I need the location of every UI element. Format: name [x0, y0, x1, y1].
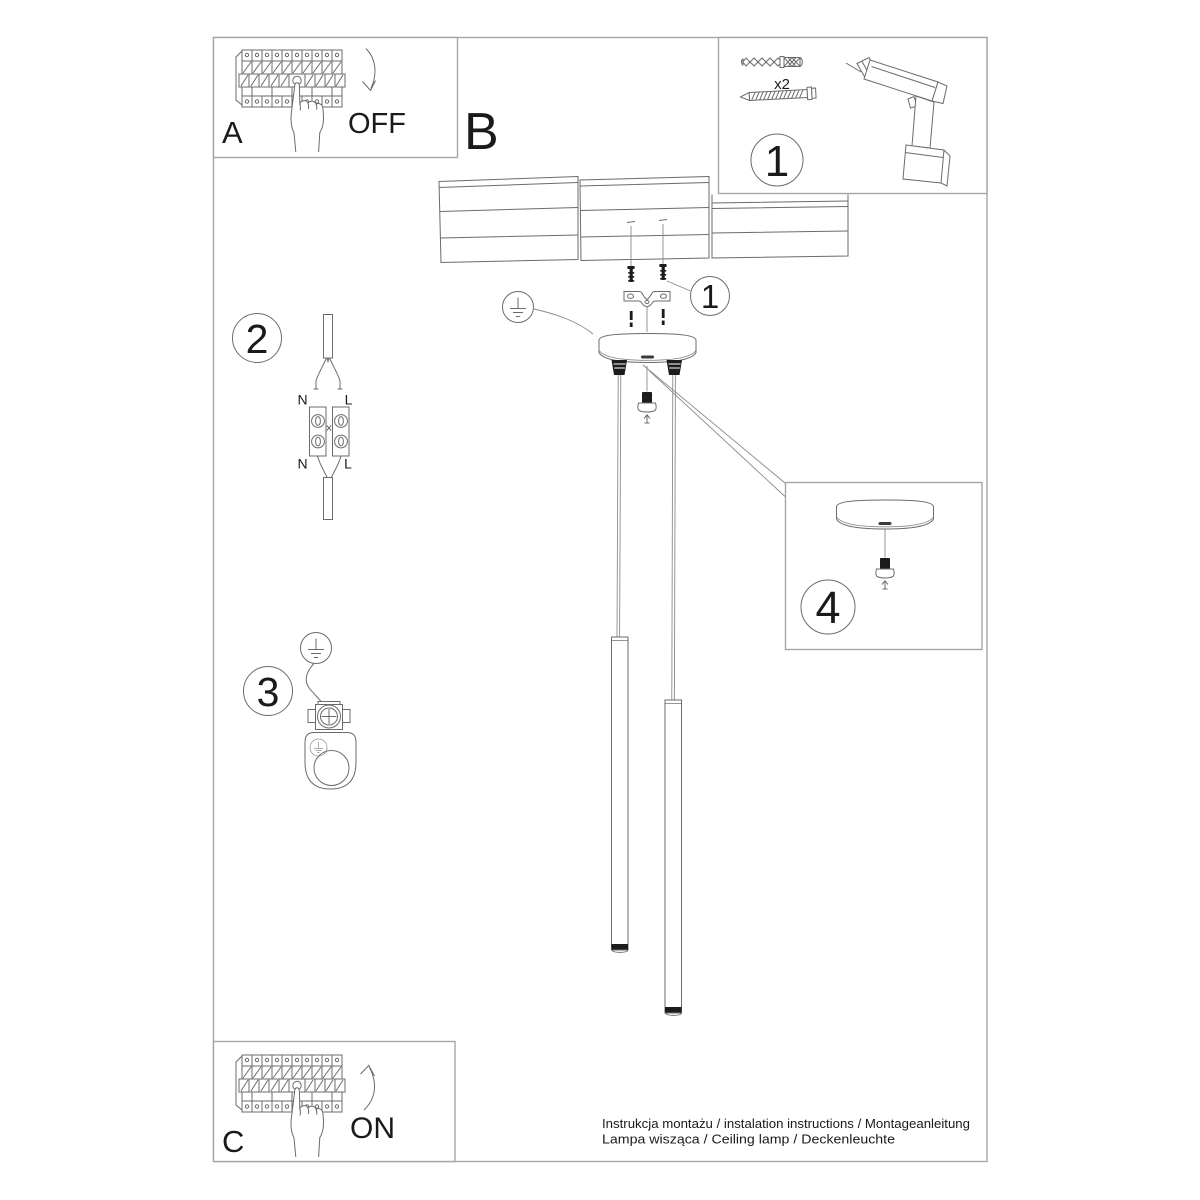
callout-1-number: 1 — [700, 278, 720, 315]
wire-label-n-top: N — [297, 391, 308, 408]
footer-line-1: Instrukcja montażu / instalation instructions / Montageanleitung — [602, 1116, 970, 1131]
step-4-number: 4 — [815, 582, 841, 633]
power-cable-top — [324, 315, 333, 359]
wire-label-l-bottom: L — [344, 455, 352, 472]
power-cable-bottom — [324, 478, 333, 520]
on-label: ON — [350, 1112, 395, 1145]
step-2-number: 2 — [245, 316, 269, 362]
ground-symbol-icon — [503, 292, 594, 335]
panel-c-letter: C — [222, 1124, 245, 1159]
plug-quantity: x2 — [774, 76, 790, 93]
step-1-number: 1 — [764, 137, 790, 186]
wire-label-l-top: L — [344, 391, 353, 408]
leader-lines-to-detail-4 — [643, 365, 785, 497]
off-label: OFF — [348, 108, 406, 140]
step-3-number: 3 — [256, 669, 280, 715]
wire-label-n-bottom: N — [297, 455, 308, 472]
pendant-tube-left — [612, 637, 629, 952]
panel-a-letter: A — [222, 115, 243, 150]
pendant-tube-right — [665, 700, 682, 1015]
panel-b-letter: B — [464, 103, 499, 161]
footer-line-2: Lampa wisząca / Ceiling lamp / Deckenleuchte — [602, 1131, 895, 1147]
callout-1 — [667, 277, 730, 316]
